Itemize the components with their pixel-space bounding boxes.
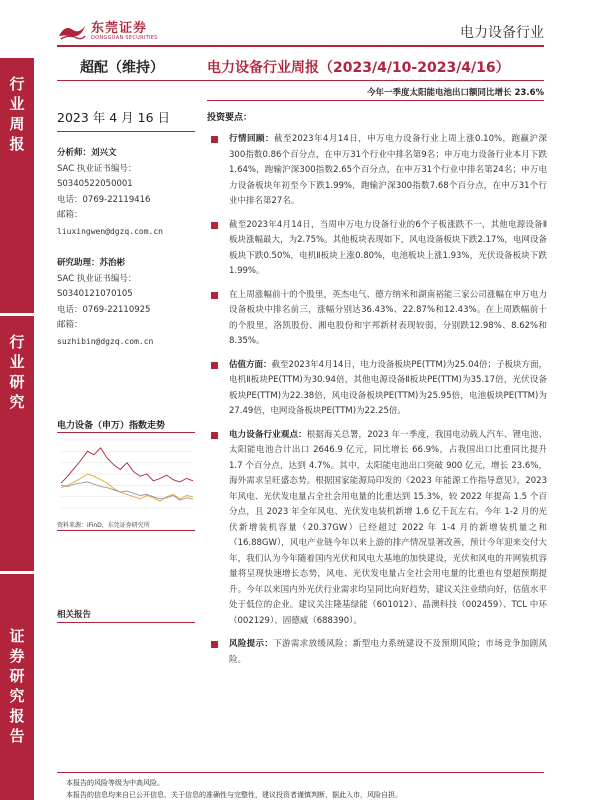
title-divider [57,80,544,81]
date-divider [57,131,195,132]
bullet-sub-sectors: 截至2023年4月14日，当周申万电力设备行业的6个子板涨跌不一，其他电源设备Ⅱ板块涨幅最大，为2.75%。其他板块表现如下，风电设备板块下跌2.17%，电网设备板块下跌0.50%，电机Ⅱ板块上涨0.80%，电池板块上涨1.93%，光伏设备板块下跌1.99%。 [207,218,547,280]
logo-name-cn: 东莞证券 [91,21,148,36]
assistant-phone: 电话：0769-22110925 [57,304,151,315]
report-title: 电力设备行业周报（2023/4/10-2023/4/16） [207,60,510,76]
analyst-name: 分析师：刘兴文 [57,148,117,158]
rating: 超配（维持） [80,60,164,76]
assistant-cert-no: S0340121070105 [57,289,133,299]
footer-disclaimer [66,777,402,800]
chart-series-line-0 [61,448,193,483]
chart-source: 资料来源：iFinD，东莞证券研究所 [57,522,150,529]
assistant-cert-label: SAC 执业证书编号： [57,273,137,284]
chart-series-line-2 [61,482,193,500]
bullet-market-review: 行情回顾：截至2023年4月14日，申万电力设备行业上周上涨0.10%，跑赢沪深300指数0.86个百分点，在申万31个行业中排名第9名；申万电力设备行业本月下跌1.64%，跑输沪深300指数2.65个百分点，在申万31个行业中排名第24名；申万电力设备板块年初至今下跌1.99%，跑输沪深300指数7.68个百分点，在申万31个行业中排名第27名。 [207,132,547,210]
assistant-email-label: 邮箱： [57,320,83,330]
bullet-industry-view: 电力设备行业观点：根据海关总署，2023 年一季度，我国电动载人汽车、锂电池、太阳能电池合计出口 2646.9 亿元，同比增长 66.9%，占我国出口比重同比提升 1.7 个百分点，达到 4.7%。其中，太阳能电池出口突破 900 亿元，增长 23.6%，海外需求呈旺盛态势。根据国家能源局印发的《2023 年能源工作指导意见》，2023 年风电、光伏发电量占全社会用电量的比重达到 15.3%，较 2022 年提高 1.5 个百分点，且 2023 年全年风电、光伏发电装机新增 1.6 亿千瓦左右。今年 1-2 月的光伏新增装机容量（20.37GW）已经超过 2022 年 1-4 月的新增装机量之和（16.88GW），风电产业链今年以来上游的排产情况显著改善，预计今年迎来交付大年，我们认为今年随着国内光伏和风电大基地的加快建设，光伏和风电的并网装机容量将呈现快速增长态势，风电、光伏发电量占全社会用电量的比重也有望超预期提升。今年以来国内外光伏行业需求均呈同比向好趋势，建议关注业绩向好，估值水平处于低位的企业。建议关注隆基绿能（601012）、晶澳科技（002459）、TCL 中环（002129）、固德威（688390）。 [207,428,547,630]
analyst-cert-no: S0340522050001 [57,179,133,189]
subtitle-divider [207,100,544,101]
related-reports-divider [57,622,195,623]
index-trend-chart [57,436,197,516]
chart-series-line-1 [61,474,193,501]
company-logo [57,22,158,42]
investment-points [207,132,547,676]
industry-tag: 电力设备行业 [460,25,544,41]
header-divider [57,45,544,47]
assistant-info [57,256,197,349]
side-band-industry-research: 行 业 研 究 [0,316,34,571]
chart-title: 电力设备（申万）指数走势 [57,421,166,431]
report-subtitle: 今年一季度太阳能电池出口额同比增长 23.6% [367,88,544,98]
analyst-email-label: 邮箱： [57,210,83,220]
bullet-valuation: 估值方面：截至2023年4月14日，电力设备板块PE(TTM)为25.04倍；子板块方面，电机Ⅱ板块PE(TTM)为30.94倍，其他电源设备Ⅱ板块PE(TTM)为35.17倍，光伏设备板块PE(TTM)为22.38倍，风电设备板块PE(TTM)为25.95倍，电池板块PE(TTM)为27.49倍，电网设备板块PE(TTM)为22.25倍。 [207,358,547,420]
side-band-securities-report: 证 券 研 究 报 告 [0,574,34,800]
bullet-risk-warning: 风险提示：下游需求放缓风险；新型电力系统建设不及预期风险；市场竞争加剧风险。 [207,637,547,668]
assistant-email[interactable]: suzhibin@dgzq.com.cn [57,336,154,346]
logo-emblem-icon [57,22,87,42]
assistant-name: 研究助理：苏治彬 [57,258,126,268]
side-band-weekly-report: 行 业 周 报 [0,58,34,313]
analyst-cert-label: SAC 执业证书编号： [57,163,137,174]
footer-info-source: 本报告的信息均来自已公开信息，关于信息的准确性与完整性，建议投资者谨慎判断，据此入市，风险自担。 [66,791,402,799]
analyst-info [57,146,197,239]
bullet-top-movers: 在上周涨幅前十的个股里，英杰电气、德方纳米和湖南裕能三家公司涨幅在申万电力设备板块中排名前三，涨幅分别达36.43%、22.87%和12.43%。在上周跌幅前十的个股里，洛凯股份、湘电股份和宇邦新材表现较弱，分别跌12.98%、8.62%和8.35%。 [207,288,547,350]
report-date: 2023 年 4 月 16 日 [57,110,171,125]
analyst-phone: 电话：0769-22119416 [57,194,151,205]
footer-risk-level: 本报告的风险等级为中高风险。 [66,779,164,787]
logo-name-en: DONGGUAN SECURITIES [91,35,158,41]
investment-points-heading: 投资要点： [207,113,253,123]
related-reports-heading: 相关报告 [57,610,92,620]
analyst-email[interactable]: liuxingwen@dgzq.com.cn [57,226,163,236]
chart-bottom-divider [57,530,195,531]
footer-divider [57,772,544,773]
chart-top-divider [57,432,195,433]
